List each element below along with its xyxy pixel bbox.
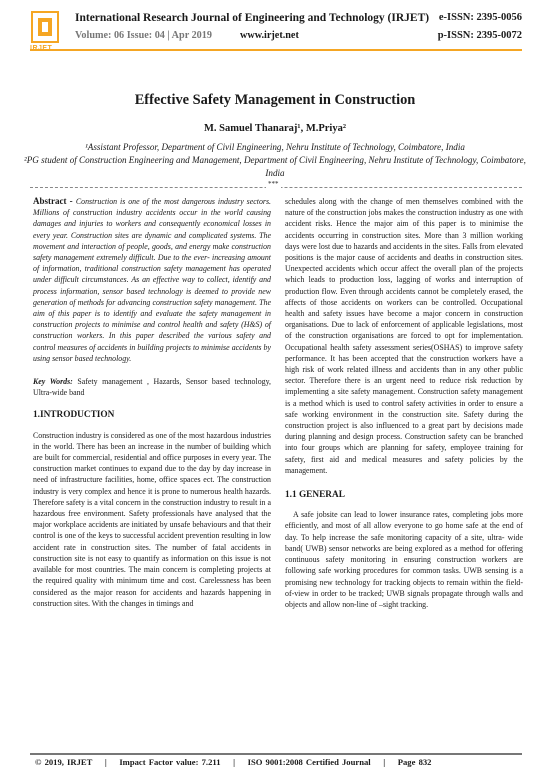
footer-page: Page 832	[397, 757, 432, 767]
intro-text-continued: schedules along with the change of men themselves combined with the nature of the construction jobs makes the construction industry as one with accident risks. Hence the major aim of this paper is to minimise the accidents occurring in construction sites. More than 3 million working days were lost due to hazards and accidents in the sites. Falls from elevated positions is the major cause of accidents and deaths in construction sites. Unexpected accidents which occur affect the overall plan of the projects which leads to production loss, lagging of works and interruption of production flow. Even through accidents cannot be completely erased, the affects of those accidents on workers can be controlled. Occupational health and safety issues have become a major concern in construction organisations. Due to lack of enforcement of applicable legislations, most of the construction organisations are forced to opt for implementation. Occupational health safety assessment series(OSHAS) to improve safety performance. It has been accepted that the construction workers have a high risk of work related illness and accidents than in any other public sector. Therefore there is an urgent need to reduce risk reduction by implementing a site safety management. Construction safety management is a method which is used to control safety activities in order to ensure a safe working environment in the construction site. Safety during the construction project is also influenced to a great part by decisions made during planning and design process. Construction safety can be branched into four groups which are planning for safety, employee training for safety, first aid and medical measures and safety policies by the management.	[285, 197, 523, 475]
keywords-text: Safety management , Hazards, Sensor based technology, Ultra-wide band	[33, 377, 271, 398]
paper-title: Effective Safety Management in Construction	[134, 92, 416, 108]
header-divider	[30, 49, 522, 51]
affiliations	[20, 141, 530, 180]
footer-iso: ISO 9001:2008 Certified Journal	[247, 757, 371, 767]
abstract	[33, 196, 271, 364]
journal-title: International Research Journal of Engineering and Technology (IRJET)	[75, 12, 430, 24]
pissn: p-ISSN: 2395-0072	[437, 30, 522, 41]
right-column	[285, 196, 523, 610]
irjet-logo-icon	[30, 10, 60, 46]
abstract-label: Abstract -	[33, 196, 76, 206]
keywords	[33, 376, 271, 398]
separator-stars: ***	[268, 180, 279, 188]
footer-divider	[30, 753, 522, 755]
footer-sep-3: |	[383, 757, 386, 767]
intro-heading: 1.INTRODUCTION	[33, 410, 115, 421]
footer-sep-2: |	[233, 757, 235, 767]
page-footer	[35, 757, 431, 767]
eissn: e-ISSN: 2395-0056	[438, 12, 522, 23]
affiliation-1: ¹Assistant Professor, Department of Civil Engineering, Nehru Institute of Technology, Coimbatore, India	[85, 142, 465, 152]
footer-copyright: © 2019, IRJET	[35, 757, 93, 767]
general-text: A safe jobsite can lead to lower insurance rates, completing jobs more efficiently, and most of all allow everyone to go home safe at the end of day. To help increase the safe monitoring capacity of a site, ultra- wide band( UWB) sensor networks are being explored as a method for offering continuous safety monitoring in ensuring construction workers are following safe working procedures for common tasks. UWB sensing is a promising new technology for tracking objects to remain within the field-of-view in order to be tracked; UWB signals propagate through walls and objects and allow non-line of –sight tracking.	[285, 510, 523, 609]
abstract-text: Construction is one of the most dangerous industry sectors. Millions of construction industry accidents occur in the world causing damages and injuries to workers and consequently economical losses in every year. Construction sites are dynamic and complicated systems. The movement and interaction of people, goods, and energy make construction safety management extremely difficult. Due to the ever- increasing amount of information, traditional construction safety management has operated under difficult circumstances. As an effective way to collect, identify and process information, sensor based technology is deemed to provide new generation of methods for advancing construction safety management. The aim of this paper is to identify and evaluate the safety management in construction projects to minimise and control health and safety (H&S) of construction workers. In this paper described the various safety and control measures of accidents in building projects to minimise accidents by using sensor based technology.	[33, 197, 271, 363]
footer-sep-1: |	[104, 757, 107, 767]
keywords-label: Key Words:	[33, 377, 78, 387]
footer-impact: Impact Factor value: 7.211	[119, 757, 221, 767]
left-column	[33, 196, 271, 609]
journal-header	[0, 0, 550, 66]
volume-issue: Volume: 06 Issue: 04 | Apr 2019	[75, 30, 212, 41]
journal-website: www.irjet.net	[240, 30, 299, 41]
general-heading: 1.1 GENERAL	[285, 490, 345, 501]
affiliation-2: ²PG student of Construction Engineering and Management, Department of Civil Engineering, Nehru Institute of Technology, Coimbatore, India	[24, 155, 526, 178]
paper-authors: M. Samuel Thanaraj¹, M.Priya²	[203, 123, 346, 134]
intro-text: Construction industry is considered as one of the most hazardous industries in the world. There has been an increase in the number of building which are built for commercial, residential and office purposes in every year. The construction market continues to expand due to the day by day increase in need of infrastructure facilities, home, office spaces ect. The construction industry is very complex and hence it is prone to numerous health hazards. Therefore safety is a vital concern in the construction industry to result in a hazardous free environment. Safety professionals have analysed that the major workplace accidents are initiated by unsafe behaviours and that their control is one of the keys to successful accident prevention resulting in low accident rate in construction sites. The number of fatal accidents in construction site is not easy to quantify as information on this issue is not available for most countries. The main concern is completing projects at the required quality with minimum time and cost. Carelessness has been considered as the major reason for accidents and hazards happening in construction sites. With the changes in timings and	[33, 430, 271, 608]
